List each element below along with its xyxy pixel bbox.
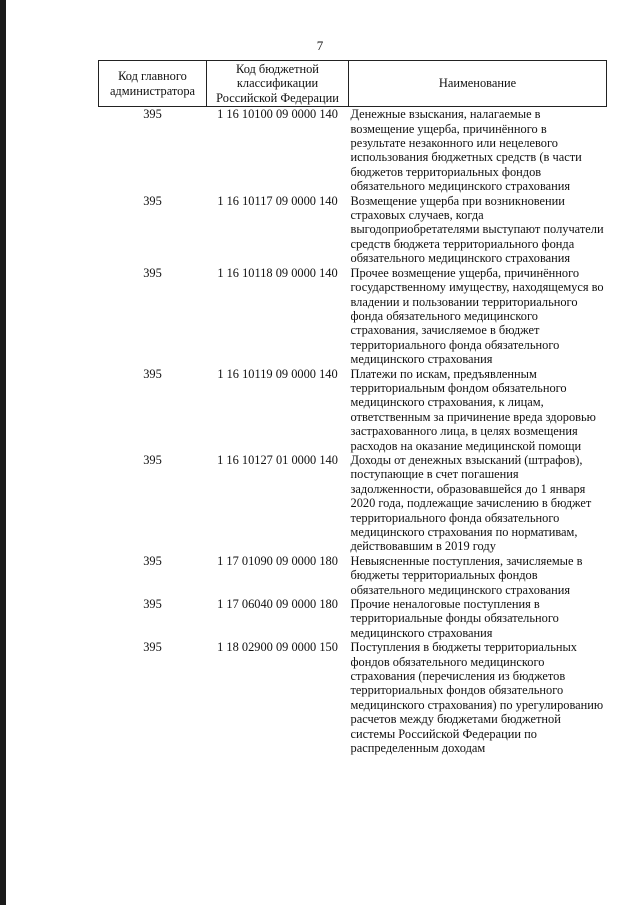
revenue-codes-table [98,60,607,756]
table-row [99,194,607,266]
name-cell: Прочее возмещение ущерба, причинённого государственному имуществу, находящемуся во владении и пользовании территориального фонда обязательного медицинского страхования, зачисляемое в бюджет территориального фонда обязательного медицинского страхования [350,265,604,367]
name-cell: Денежные взыскания, налагаемые в возмещение ущерба, причинённого в результате незаконного или нецелевого использования бюджетных средств (в части бюджетов территориальных фондов обязательного медицинского страхования [350,107,582,194]
table-row [99,640,607,755]
name-cell: Поступления в бюджеты территориальных фондов обязательного медицинского страхования (перечисления из бюджетов территориальных фондов обязательного медицинского страхования) по урегулированию расчетов между бюджетами бюджетной системы Российской Федерации по распределенным доходам [350,640,604,756]
table-header [99,61,607,107]
admin-code-cell: 395 [143,265,162,280]
table-row [99,367,607,453]
admin-code-cell: 395 [143,640,162,655]
table-row [99,554,607,597]
table-row [99,266,607,367]
name-cell: Платежи по искам, предъявленным территориальным фондом обязательного медицинского страхования, к лицам, ответственным за причинение вреда здоровью застрахованного лица, в целях возмещения расходов на оказание медицинской помощи [350,366,596,453]
budget-code-cell: 1 17 01090 09 0000 180 [217,553,338,568]
budget-code-cell: 1 16 10117 09 0000 140 [217,193,338,208]
budget-code-cell: 1 16 10127 01 0000 140 [217,452,338,467]
header-budget-code: Код бюджетной классификации Российской Федерации [207,61,349,107]
header-row [99,61,607,107]
name-cell: Возмещение ущерба при возникновении страховых случаев, когда выгодоприобретателями выступают получатели средств бюджета территориального фонда обязательного медицинского страхования [350,193,604,266]
admin-code-cell: 395 [143,107,162,122]
budget-code-cell: 1 16 10118 09 0000 140 [217,265,338,280]
admin-code-cell: 395 [143,366,162,381]
budget-code-cell: 1 18 02900 09 0000 150 [217,640,338,655]
table-row [99,597,607,640]
admin-code-cell: 395 [143,553,162,568]
budget-code-cell: 1 16 10100 09 0000 140 [217,107,338,122]
scan-left-edge [0,0,6,905]
table-row [99,453,607,554]
header-admin-code: Код главного администратора [99,61,207,107]
admin-code-cell: 395 [143,193,162,208]
name-cell: Прочие неналоговые поступления в территориальные фонды обязательного медицинского страхования [350,597,559,640]
admin-code-cell: 395 [143,452,162,467]
name-cell: Невыясненные поступления, зачисляемые в бюджеты территориальных фондов обязательного медицинского страхования [350,553,583,597]
budget-code-cell: 1 16 10119 09 0000 140 [217,366,338,381]
table-row [99,107,607,194]
budget-code-cell: 1 17 06040 09 0000 180 [217,597,338,612]
page-number: 7 [316,38,324,53]
table-body [99,107,607,756]
admin-code-cell: 395 [143,597,162,612]
header-name: Наименование [349,61,607,107]
name-cell: Доходы от денежных взысканий (штрафов), поступающие в счет погашения задолженности, образовавшейся до 1 января 2020 года, подлежащие зачислению в бюджет территориального фонда обязательного медицинского страхования по нормативам, действовавшим в 2019 году [350,452,592,554]
